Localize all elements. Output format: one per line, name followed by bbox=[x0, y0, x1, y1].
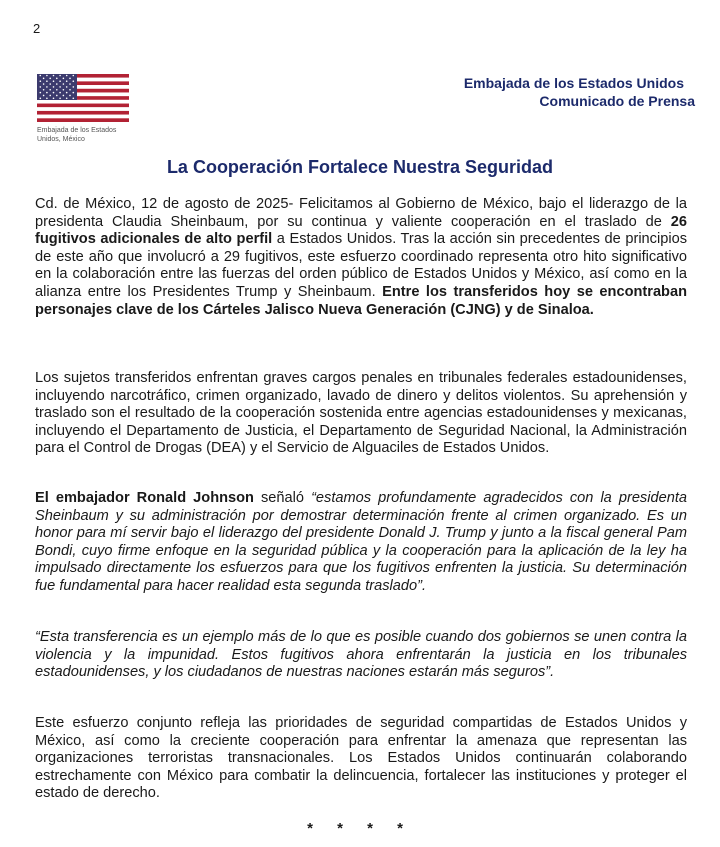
logo-caption: Embajada de los Estados Unidos, México bbox=[37, 127, 117, 143]
embassy-logo bbox=[37, 74, 131, 144]
paragraph-1: Cd. de México, 12 de agosto de 2025- Felicitamos al Gobierno de México, bajo el liderazgo de la presidenta Claudia Sheinbaum, por su continua y valiente cooperación en el traslado de 26 fugitivos adicionales de alto perfil a Estados Unidos. Tras la acción sin precedentes de principios de este año que involucró a 29 fugitivos, este esfuerzo coordinado representa otro hito significativo en la colaboración entre las fuerzas del orden público de Estados Unidos y México, así como en la alianza entre los Presidentes Trump y Sheinbaum. Entre los transferidos hoy se encontraban personajes clave de los Cárteles Jalisco Nueva Generación (CJNG) y de Sinaloa. bbox=[35, 196, 687, 318]
paragraph-3: El embajador Ronald Johnson señaló “estamos profundamente agradecidos con la presidenta Sheinbaum y su administración por demostrar determinación frente al crimen organizado. Es un honor para mí servir bajo el liderazgo del presidente Donald J. Trump y junto a la fiscal general Pam Bondi, cuyo firme enfoque en la seguridad pública y la cooperación para la aplicación de la ley ha impulsado directamente los esfuerzos para que los fugitivos enfrenten la justicia. Su determinación fue fundamental para hacer realidad esta segunda traslado”. bbox=[35, 490, 687, 594]
us-flag-icon bbox=[37, 74, 129, 122]
header-line-embassy: Embajada de los Estados Unidos bbox=[463, 75, 684, 91]
document-title: La Cooperación Fortalece Nuestra Seguridad bbox=[166, 157, 554, 177]
embassy-header bbox=[464, 74, 695, 110]
header-line-press-release: Comunicado de Prensa bbox=[539, 93, 695, 109]
paragraph-5: Este esfuerzo conjunto refleja las prioridades de seguridad compartidas de Estados Unidos y México, así como la creciente cooperación para enfrentar la amenaza que representan las organizaciones terroristas transnacionales. Los Estados Unidos continuarán colaborando estrechamente con México para combatir la delincuencia, fortalecer las instituciones y proteger el estado de derecho. bbox=[35, 715, 687, 802]
closing-stars: * * * * bbox=[307, 820, 413, 837]
paragraph-4-quote: “Esta transferencia es un ejemplo más de lo que es posible cuando dos gobiernos se unen contra la violencia y la impunidad. Estos fugitivos ahora enfrentarán la justicia en los tribunales estadounidenses, y los ciudadanos de nuestras naciones estarán más seguros”. bbox=[35, 629, 687, 681]
page-number: 2 bbox=[33, 21, 41, 36]
paragraph-2: Los sujetos transferidos enfrentan graves cargos penales en tribunales federales estadounidenses, incluyendo narcotráfico, crimen organizado, lavado de dinero y delitos violentos. Su aprehensión y traslado son el resultado de la cooperación sostenida entre agencias estadounidenses y mexicanas, incluyendo el Departamento de Justicia, el Departamento de Seguridad Nacional, la Administración para el Control de Drogas (DEA) y el Servicio de Alguaciles de Estados Unidos. bbox=[35, 370, 687, 457]
